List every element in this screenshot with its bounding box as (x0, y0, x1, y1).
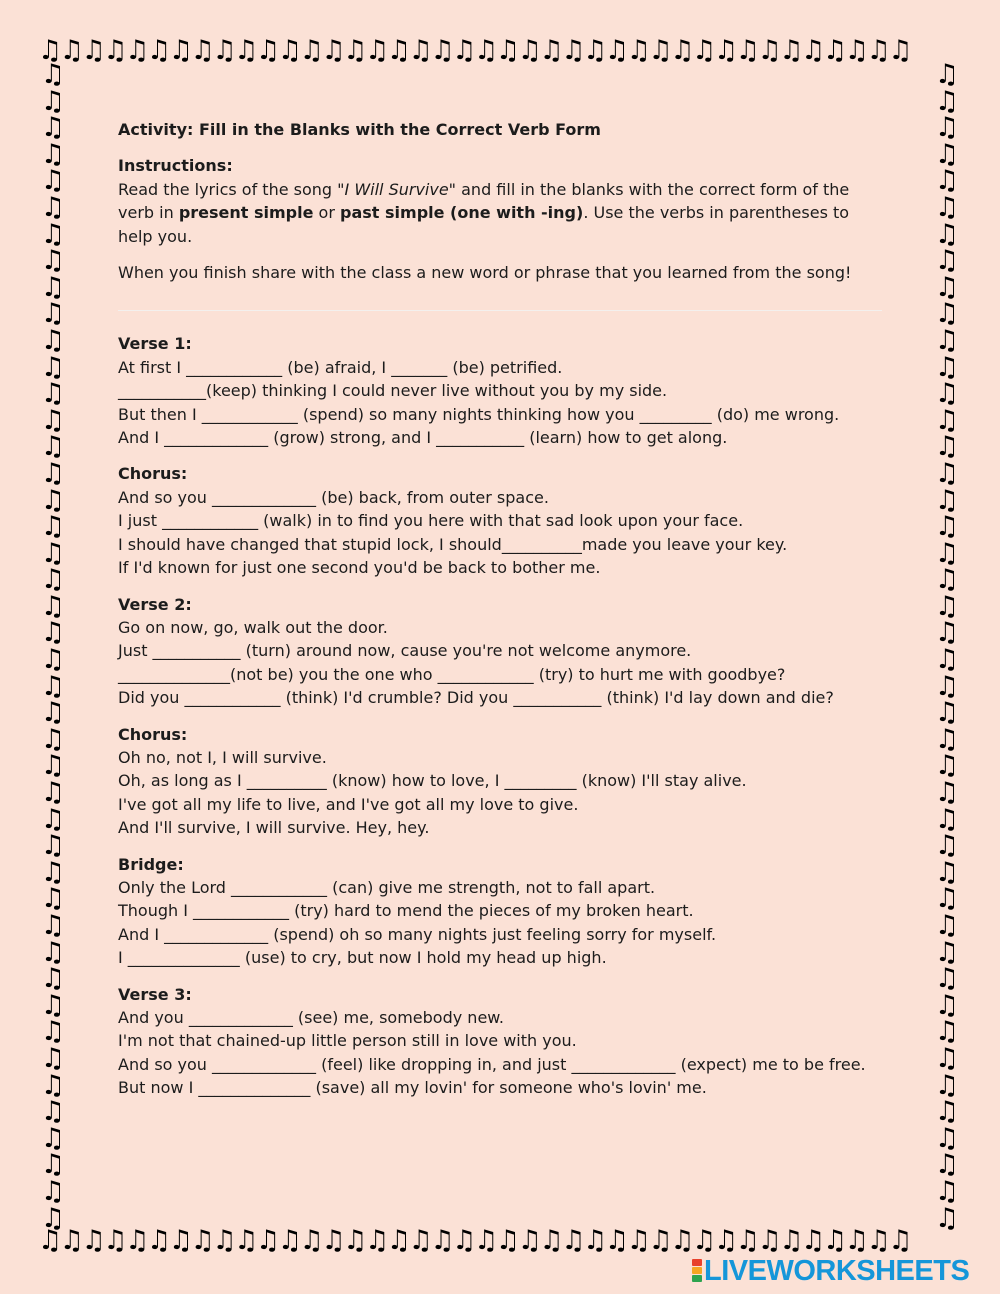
music-note-icon: ♫ (934, 1016, 960, 1048)
music-note-icon: ♫ (934, 697, 960, 729)
instructions-text: Read the lyrics of the song "I Will Survive" and fill in the blanks with the correct form of the verb in present simple or past simple (one with -ing). Use the verbs in parentheses to help you. (118, 179, 850, 246)
music-note-icon: ♫ (934, 1122, 960, 1154)
music-note-icon: ♫ (934, 936, 960, 968)
music-note-icon: ♫ (40, 564, 66, 596)
lyric-line: Did you ____________ (think) I'd crumble? Did you ___________ (think) I'd lay down and die? (118, 688, 834, 708)
music-note-icon: ♫ (934, 590, 960, 622)
lyrics-section (118, 593, 888, 710)
lyric-line: I ______________ (use) to cry, but now I hold my head up high. (118, 948, 607, 968)
music-note-icon: ♫ (40, 697, 66, 729)
music-note-icon: ♫ (40, 218, 66, 250)
music-note-icon: ♫ (40, 431, 66, 463)
divider (118, 310, 882, 311)
music-note-icon: ♫ (934, 1069, 960, 1101)
music-note-icon: ♫ (40, 457, 66, 489)
music-note-icon: ♫ (40, 537, 66, 569)
music-note-icon: ♫ (40, 165, 66, 197)
section-heading: Chorus: (118, 464, 188, 484)
music-note-icon: ♫ (934, 324, 960, 356)
border-bottom-notes: ♫♫♫♫♫♫♫♫♫♫♫♫♫♫♫♫♫♫♫♫♫♫♫♫♫♫♫♫♫♫♫♫♫♫♫♫♫♫♫♫ (38, 1226, 911, 1256)
border-top-notes: ♫♫♫♫♫♫♫♫♫♫♫♫♫♫♫♫♫♫♫♫♫♫♫♫♫♫♫♫♫♫♫♫♫♫♫♫♫♫♫♫ (38, 36, 911, 66)
music-note-icon: ♫ (934, 271, 960, 303)
liveworksheets-logo (692, 1256, 969, 1286)
music-note-icon: ♫ (934, 431, 960, 463)
music-note-icon: ♫ (934, 457, 960, 489)
lyric-line: If I'd known for just one second you'd be back to bother me. (118, 558, 601, 578)
logo-text: LIVEWORKSHEETS (704, 1254, 970, 1287)
lyrics-section (118, 853, 888, 970)
music-note-icon: ♫ (40, 484, 66, 516)
music-note-icon: ♫ (934, 1096, 960, 1128)
music-note-icon: ♫ (934, 963, 960, 995)
lyric-line: Oh no, not I, I will survive. (118, 747, 327, 767)
lyric-line: And so you _____________ (be) back, from outer space. (118, 487, 549, 507)
lyric-line: I'm not that chained-up little person still in love with you. (118, 1031, 577, 1051)
lyric-line: ___________(keep) thinking I could never live without you by my side. (118, 381, 668, 401)
music-note-icon: ♫ (934, 218, 960, 250)
music-note-icon: ♫ (40, 856, 66, 888)
music-note-icon: ♫ (934, 245, 960, 277)
song-title: "I Will Survive" (337, 179, 457, 199)
music-note-icon: ♫ (934, 85, 960, 117)
music-note-icon: ♫ (934, 670, 960, 702)
music-note-icon: ♫ (40, 670, 66, 702)
music-note-icon: ♫ (934, 537, 960, 569)
music-note-icon: ♫ (934, 777, 960, 809)
lyric-line: I've got all my life to live, and I've got all my love to give. (118, 794, 579, 814)
lyric-line: Oh, as long as I __________ (know) how to love, I _________ (know) I'll stay alive. (118, 771, 747, 791)
lyrics-section (118, 332, 888, 449)
music-note-icon: ♫ (934, 910, 960, 941)
music-note-icon: ♫ (40, 1042, 66, 1074)
music-note-icon: ♫ (934, 644, 960, 676)
music-note-icon: ♫ (40, 1016, 66, 1048)
music-note-icon: ♫ (40, 245, 66, 277)
section-heading: Verse 3: (118, 984, 192, 1004)
music-note-icon: ♫ (934, 62, 960, 90)
music-note-icon: ♫ (40, 351, 66, 383)
music-note-icon: ♫ (934, 1149, 960, 1181)
music-note-icon: ♫ (40, 723, 66, 755)
lyric-line: At first I ____________ (be) afraid, I _______ (be) petrified. (118, 357, 563, 377)
music-note-icon: ♫ (934, 803, 960, 835)
music-note-icon: ♫ (934, 484, 960, 516)
section-heading: Bridge: (118, 854, 184, 874)
music-note-icon: ♫ (934, 511, 960, 543)
music-note-icon: ♫ (934, 1202, 960, 1232)
music-note-icon: ♫ (40, 191, 66, 223)
lyric-line: And you _____________ (see) me, somebody new. (118, 1008, 504, 1027)
music-note-icon: ♫ (40, 1149, 66, 1181)
music-note-icon: ♫ (40, 85, 66, 117)
music-note-icon: ♫ (40, 963, 66, 995)
music-note-icon: ♫ (934, 165, 960, 197)
music-note-icon: ♫ (40, 298, 66, 330)
music-note-icon: ♫ (934, 856, 960, 888)
music-note-icon: ♫ (40, 750, 66, 782)
music-note-icon: ♫ (40, 112, 66, 144)
music-note-icon: ♫ (934, 1175, 960, 1207)
music-note-icon: ♫ (40, 1175, 66, 1207)
border-right-notes (932, 62, 962, 1232)
lyrics-section (118, 462, 888, 579)
music-note-icon: ♫ (40, 883, 66, 915)
border-left-notes (38, 62, 68, 1232)
music-note-icon: ♫ (934, 112, 960, 144)
lyric-line: And I'll survive, I will survive. Hey, hey. (118, 818, 430, 838)
music-note-icon: ♫ (40, 617, 66, 649)
section-heading: Verse 2: (118, 594, 192, 614)
section-heading: Verse 1: (118, 334, 192, 354)
music-note-icon: ♫ (40, 803, 66, 835)
lyrics-section (118, 983, 888, 1100)
music-note-icon: ♫ (40, 511, 66, 543)
music-note-icon: ♫ (40, 1069, 66, 1101)
lyric-line: But now I ______________ (save) all my lovin' for someone who's lovin' me. (118, 1078, 707, 1098)
lyric-line: I just ____________ (walk) in to find you here with that sad look upon your face. (118, 511, 744, 531)
lyric-line: And so you _____________ (feel) like dropping in, and just _____________ (expect) me to be free. (118, 1054, 866, 1074)
music-note-icon: ♫ (40, 1202, 66, 1232)
worksheet-title: Activity: Fill in the Blanks with the Correct Verb Form (118, 120, 601, 139)
music-note-icon: ♫ (934, 138, 960, 170)
logo-mark-icon (692, 1259, 702, 1283)
worksheet-content (118, 118, 888, 1113)
music-note-icon: ♫ (934, 404, 960, 436)
music-note-icon: ♫ (934, 298, 960, 330)
music-note-icon: ♫ (40, 378, 66, 410)
music-note-icon: ♫ (40, 989, 66, 1021)
instructions-heading: Instructions: (118, 156, 233, 176)
music-note-icon: ♫ (40, 910, 66, 941)
music-note-icon: ♫ (934, 617, 960, 649)
lyric-line: But then I ____________ (spend) so many nights thinking how you _________ (do) me wrong. (118, 404, 840, 424)
music-note-icon: ♫ (40, 138, 66, 170)
music-note-icon: ♫ (934, 723, 960, 755)
music-note-icon: ♫ (934, 564, 960, 596)
share-instructions: When you finish share with the class a new word or phrase that you learned from the song! (118, 263, 852, 283)
lyric-line: ______________(not be) you the one who ____________ (try) to hurt me with goodbye? (118, 664, 786, 684)
lyrics-sections (118, 332, 888, 1099)
music-note-icon: ♫ (40, 404, 66, 436)
section-heading: Chorus: (118, 724, 188, 744)
music-note-icon: ♫ (40, 590, 66, 622)
lyric-line: And I _____________ (grow) strong, and I ___________ (learn) how to get along. (118, 428, 728, 448)
music-note-icon: ♫ (934, 351, 960, 383)
music-note-icon: ♫ (40, 324, 66, 356)
music-note-icon: ♫ (40, 271, 66, 303)
music-note-icon: ♫ (934, 378, 960, 410)
music-note-icon: ♫ (40, 830, 66, 862)
music-note-icon: ♫ (40, 936, 66, 968)
music-note-icon: ♫ (934, 1042, 960, 1074)
lyric-line: Just ___________ (turn) around now, cause you're not welcome anymore. (118, 641, 692, 661)
music-note-icon: ♫ (934, 191, 960, 223)
lyric-line: Only the Lord ____________ (can) give me strength, not to fall apart. (118, 877, 656, 897)
music-note-icon: ♫ (934, 883, 960, 915)
lyric-line: Go on now, go, walk out the door. (118, 617, 388, 637)
music-note-icon: ♫ (934, 830, 960, 862)
music-note-icon: ♫ (40, 1122, 66, 1154)
music-note-icon: ♫ (40, 777, 66, 809)
lyric-line: And I _____________ (spend) oh so many nights just feeling sorry for myself. (118, 924, 717, 944)
music-note-icon: ♫ (934, 750, 960, 782)
lyric-line: I should have changed that stupid lock, I should__________made you leave your key. (118, 534, 788, 554)
lyrics-section (118, 723, 888, 840)
music-note-icon: ♫ (40, 644, 66, 676)
music-note-icon: ♫ (40, 1096, 66, 1128)
music-note-icon: ♫ (934, 989, 960, 1021)
music-note-icon: ♫ (40, 62, 66, 90)
lyric-line: Though I ____________ (try) hard to mend the pieces of my broken heart. (118, 901, 694, 921)
